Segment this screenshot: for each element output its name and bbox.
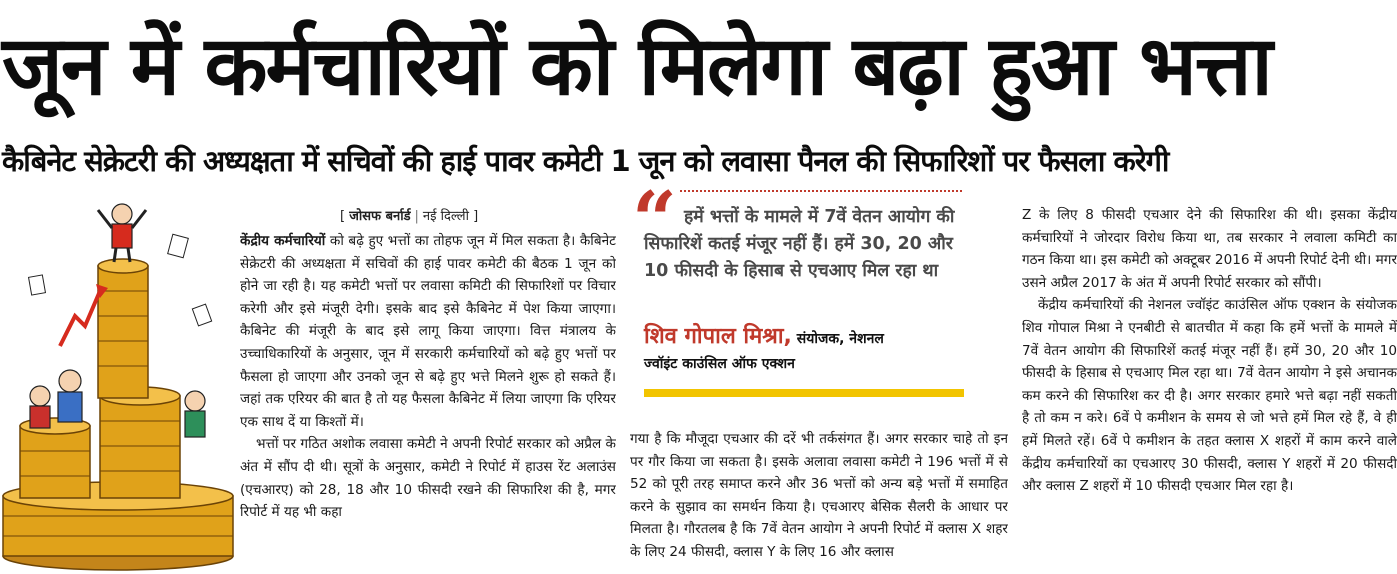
paragraph-text: को बढ़े हुए भत्तों का तोहफ जून में मिल सकता है। कैबिनेट सेक्रेटरी की अध्यक्षता में सचिवों की हाई पावर कमेटी की बैठक 1 जून को होने जा रही है। यह कमेटी भत्तों पर लवासा कमिटी की सिफारिशों पर विचार करेगी और इसे मंजूरी देगी। इसके बाद इसे कैबिनेट में पेश किया जाएगा। कैबिनेट की मंजूरी के बाद इसे लागू किया जाएगा। वित्त मंत्रालय के उच्चाधिकारियों के अनुसार, जून में सरकारी कर्मचारियों को बढ़े हुए भत्तों पर फैसला हो जाएगा और उनको जून से बढ़े हुए भत्ते मिलने शुरू हो सकते हैं। जहां तक एरियर की बात है तो यह फैसला कैबिनेट में लिया जाएगा कि एरियर एक साथ दें या किश्तों में।: [240, 233, 616, 430]
quote-role: संयोजक, नेशनल: [791, 331, 884, 347]
paragraph: [240, 230, 616, 433]
red-figure-on-top: [98, 204, 146, 262]
quote-role-line2: ज्वॉइंट काउंसिल ऑफ एक्शन: [644, 356, 795, 372]
headline: जून में कर्मचारियों को मिलेगा बढ़ा हुआ भत्ता: [2, 19, 1271, 114]
quote-mark-icon: “: [632, 175, 677, 266]
coin-stack-graphic: [0, 196, 236, 574]
byline-author: जोसफ बर्नार्ड: [349, 209, 411, 224]
quote-author: शिव गोपाल मिश्रा,: [644, 324, 792, 349]
byline: [ जोसफ बर्नार्ड | नई दिल्ली ]: [340, 209, 479, 224]
paragraph: गया है कि मौजूदा एचआर की दरें भी तर्कसंगत हैं। अगर सरकार चाहे तो इन पर गौर किया जा सकता है। इसके अलावा लवासा कमेटी ने 196 भत्तों में से 52 को पूरी तरह समाप्त करने और 36 भत्तों को अन्य बड़े भत्तों में समाहित करने के सुझाव का समर्थन किया है। एचआरए बेसिक सैलरी के आधार पर मिलता है। गौरतलब है कि 7वें वेतन आयोग ने अपनी रिपोर्ट में क्लास X शहर के लिए 24 फीसदी, क्लास Y के लिए 16 और क्लास: [630, 431, 1008, 560]
coin-stack-illustration: [0, 196, 236, 574]
article-column-2: [630, 428, 1008, 574]
coin-stack-tall: [98, 259, 148, 398]
article-column-1: [240, 230, 616, 574]
paragraph: Z के लिए 8 फीसदी एचआर देने की सिफारिश की थी। इसका केंद्रीय कर्मचारियों ने जोरदार विरोध किया था, तब सरकार ने लवाला कमिटी का गठन किया था। इस कमेटी को अक्टूबर 2016 में अपनी रिपोर्ट देनी थी। मगर उसने अप्रैल 2017 के अंत में अपनी रिपोर्ट सरकार को सौंपी।: [1022, 207, 1397, 291]
article-column-3: [1022, 204, 1397, 574]
paragraph: केंद्रीय कर्मचारियों की नेशनल ज्वॉइंट काउंसिल ऑफ एक्शन के संयोजक शिव गोपाल मिश्रा ने एनबीटी से बातचीत में कहा कि हमें भत्तों के मामले में 7वें वेतन आयोग की सिफारिशें कतई मंजूर नहीं हैं। हमें 30, 20 और 10 फीसदी के हिसाब से एचआए मिल रहा था। 7वें वेतन आयोग ने इसे अचानक कम करने की सिफारिश कर दी है। अगर सरकार हमारे भत्ते बढ़ा नहीं सकती है तो कम न करे। 6वें पे कमीशन के समय से जो भत्ते हमें मिल रहे हैं, वे ही हमें मिलते रहें। 6वें पे कमीशन के तहत क्लास X शहरों में काम करने वाले केंद्रीय कर्मचारियों का एचआरए 30 फीसदी, क्लास Y शहरों में 20 फीसदी और क्लास Z शहरों में 10 फीसदी एचआर मिल रहा है।: [1022, 297, 1397, 495]
quote-dotted-rule: [680, 190, 962, 192]
quote-yellow-bar: [644, 389, 964, 397]
subheadline: कैबिनेट सेक्रेटरी की अध्यक्षता में सचिवों की हाई पावर कमेटी 1 जून को लवासा पैनल की सिफारिशों पर फैसला करेगी: [2, 144, 1169, 178]
quote-text: हमें भत्तों के मामले में 7वें वेतन आयोग की सिफारिशें कतई मंजूर नहीं हैं। हमें 30, 20 और 10 फीसदी के हिसाब से एचआए मिल रहा था: [644, 207, 955, 281]
byline-location: नई दिल्ली: [422, 209, 469, 224]
lead-text: केंद्रीय कर्मचारियों: [240, 233, 326, 249]
pull-quote: [630, 175, 962, 402]
quote-attribution: [644, 320, 974, 350]
paragraph: भत्तों पर गठित अशोक लवासा कमेटी ने अपनी रिपोर्ट सरकार को अप्रैल के अंत में सौंप दी थी। सूत्रों के अनुसार, कमेटी ने रिपोर्ट में हाउस रेंट अलाउंस (एचआरए) को 28, 18 और 10 फीसदी रखने की सिफारिश की है, मगर रिपोर्ट में यह भी कहा: [240, 436, 616, 521]
